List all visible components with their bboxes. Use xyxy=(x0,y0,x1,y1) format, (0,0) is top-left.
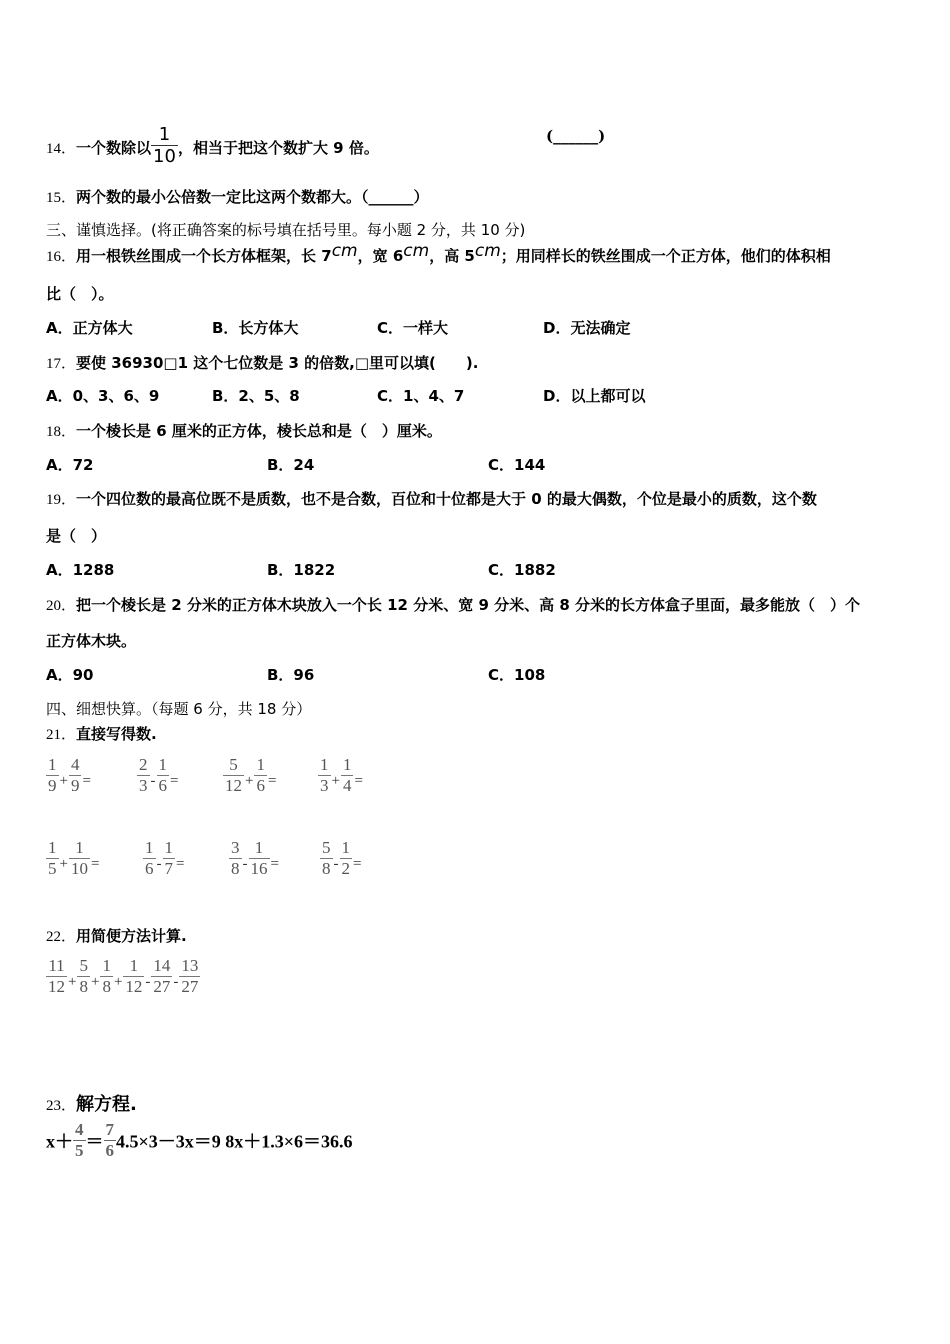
question-14 xyxy=(46,124,379,170)
fraction: $\frac{1}{4}$ xyxy=(342,755,352,795)
question-text: 正方体木块。 xyxy=(46,632,137,650)
question-number: 16． xyxy=(46,249,77,265)
fraction: $\frac{1}{8}$ xyxy=(102,956,111,996)
question-text: 解方程. xyxy=(76,1094,137,1115)
section-title: 四、细想快算。（每题 6 分，共 18 分） xyxy=(46,700,312,718)
question-number: 23． xyxy=(46,1098,77,1114)
fraction: $\frac{1}{10}$ xyxy=(70,838,88,878)
fraction: $\frac{1}{2}$ xyxy=(341,838,350,878)
fraction: $\frac{1}{12}$ xyxy=(125,956,143,996)
expression: $\frac{1}{5}$ + $\frac{1}{10}$ = xyxy=(48,838,100,878)
option-b[interactable]: B．2、5、8 xyxy=(212,387,300,405)
option-a[interactable]: A．72 xyxy=(46,456,94,474)
fraction: $\frac{2}{3}$ xyxy=(139,755,148,795)
question-text: 一个四位数的最高位既不是质数，也不是合数，百位和十位都是大于 0 的最大偶数，个位是最小的质数，这个数 xyxy=(76,490,817,508)
expression: $\frac{1}{6}$ - $\frac{1}{7}$ = xyxy=(145,838,185,878)
expression: $\frac{11}{12}$ + $\frac{5}{8}$ + $\frac{1}{8}$ + $\frac{1}{12}$ - $\frac{14}{27}$ - $\frac{13}{27}$ xyxy=(48,956,199,996)
question-19 xyxy=(46,488,817,509)
question-text: 用简便方法计算. xyxy=(76,927,187,945)
expression: $\frac{3}{8}$ - $\frac{1}{16}$ = xyxy=(231,838,279,878)
fraction: $\frac{1}{5}$ xyxy=(48,838,57,878)
question-text: 一个棱长是 6 厘米的正方体，棱长总和是（ ）厘米。 xyxy=(76,422,442,440)
question-text: 一个数除以 xyxy=(76,139,152,157)
fraction: $\frac{1}{6}$ xyxy=(256,755,265,795)
question-20 xyxy=(46,594,860,615)
option-b[interactable]: B．长方体大 xyxy=(212,319,299,337)
fraction: $\frac{1}{7}$ xyxy=(164,838,173,878)
fraction: $\frac{14}{27}$ xyxy=(153,956,171,996)
expression: $\frac{5}{12}$ + $\frac{1}{6}$ = xyxy=(225,755,277,795)
option-c[interactable]: C．一样大 xyxy=(377,319,449,337)
answer-blank[interactable]: (______) xyxy=(546,127,606,145)
fraction: $\frac{3}{8}$ xyxy=(231,838,240,878)
expression: $\frac{1}{3}$ + $\frac{1}{4}$ = xyxy=(320,755,363,795)
fraction: $\frac{1}{6}$ xyxy=(145,838,154,878)
expression: $\frac{5}{8}$ - $\frac{1}{2}$ = xyxy=(322,838,362,878)
question-text: ，相当于把这个数扩大 9 倍。 xyxy=(177,139,379,157)
fraction: $\frac{5}{12}$ xyxy=(225,755,242,795)
fraction: $\frac{13}{27}$ xyxy=(181,956,199,996)
fraction: $\frac{5}{8}$ xyxy=(322,838,331,878)
question-text: 是（ ） xyxy=(46,527,107,545)
fraction: $\frac{1}{6}$ xyxy=(158,755,167,795)
question-text: 要使 36930□1 这个七位数是 3 的倍数,□里可以填( ). xyxy=(76,354,479,372)
unit-cm: cm xyxy=(331,241,358,261)
option-b[interactable]: B．96 xyxy=(267,666,315,684)
question-text: 两个数的最小公倍数一定比这两个数都大。（______） xyxy=(76,188,429,206)
option-d[interactable]: D．无法确定 xyxy=(543,319,631,337)
option-a[interactable]: A．1288 xyxy=(46,561,115,579)
question-number: 21． xyxy=(46,727,77,743)
fraction: $\frac{1}{16}$ xyxy=(250,838,268,878)
question-number: 20． xyxy=(46,598,77,614)
fraction: $\frac{4}{5}$ xyxy=(75,1120,84,1160)
unit-cm: cm xyxy=(403,241,430,261)
question-number: 17． xyxy=(46,356,77,372)
section-title: 三、谨慎选择。(将正确答案的标号填在括号里。每小题 2 分，共 10 分) xyxy=(46,221,526,239)
question-text: 比（ ）。 xyxy=(46,285,114,303)
fraction: $\frac{1}{10}$ xyxy=(153,124,176,167)
question-18 xyxy=(46,420,442,441)
fraction: $\frac{11}{12}$ xyxy=(48,956,65,996)
option-c[interactable]: C．1882 xyxy=(488,561,556,579)
question-number: 19． xyxy=(46,492,77,508)
question-23 xyxy=(46,1090,137,1116)
option-a[interactable]: A．90 xyxy=(46,666,94,684)
option-c[interactable]: C．144 xyxy=(488,456,546,474)
fraction: $\frac{1}{3}$ xyxy=(320,755,329,795)
fraction: $\frac{7}{6}$ xyxy=(105,1120,114,1160)
question-15 xyxy=(46,186,429,207)
option-a[interactable]: A．0、3、6、9 xyxy=(46,387,160,405)
question-text: 直接写得数. xyxy=(76,725,157,743)
equations: x＋ $\frac{4}{5}$ ＝ $\frac{7}{6}$ 4.5×3－3x＝9 8x＋1.3×6＝36.6 xyxy=(46,1120,353,1160)
question-number: 18． xyxy=(46,424,77,440)
option-b[interactable]: B．1822 xyxy=(267,561,336,579)
unit-cm: cm xyxy=(474,241,501,261)
question-17 xyxy=(46,352,478,373)
fraction: $\frac{1}{9}$ xyxy=(48,755,57,795)
option-c[interactable]: C．108 xyxy=(488,666,546,684)
question-number: 15． xyxy=(46,190,77,206)
question-number: 14． xyxy=(46,141,77,157)
fraction: $\frac{4}{9}$ xyxy=(70,755,80,795)
question-16: 16．用一根铁丝围成一个长方体框架，长 7cm，宽 6cm，高 5cm；用同样长的铁丝围成一个正方体，他们的体积相 xyxy=(46,241,831,265)
fraction: $\frac{5}{8}$ xyxy=(79,956,88,996)
question-21 xyxy=(46,723,157,744)
question-22 xyxy=(46,925,187,946)
expression: $\frac{2}{3}$ - $\frac{1}{6}$ = xyxy=(139,755,179,795)
option-d[interactable]: D．以上都可以 xyxy=(543,387,646,405)
question-text: 把一个棱长是 2 分米的正方体木块放入一个长 12 分米、宽 9 分米、高 8 分米的长方体盒子里面，最多能放（ ）个 xyxy=(76,596,860,614)
option-c[interactable]: C．1、4、7 xyxy=(377,387,465,405)
option-a[interactable]: A．正方体大 xyxy=(46,319,133,337)
option-b[interactable]: B．24 xyxy=(267,456,315,474)
expression: $\frac{1}{9}$ + $\frac{4}{9}$ = xyxy=(48,755,91,795)
question-number: 22． xyxy=(46,929,77,945)
